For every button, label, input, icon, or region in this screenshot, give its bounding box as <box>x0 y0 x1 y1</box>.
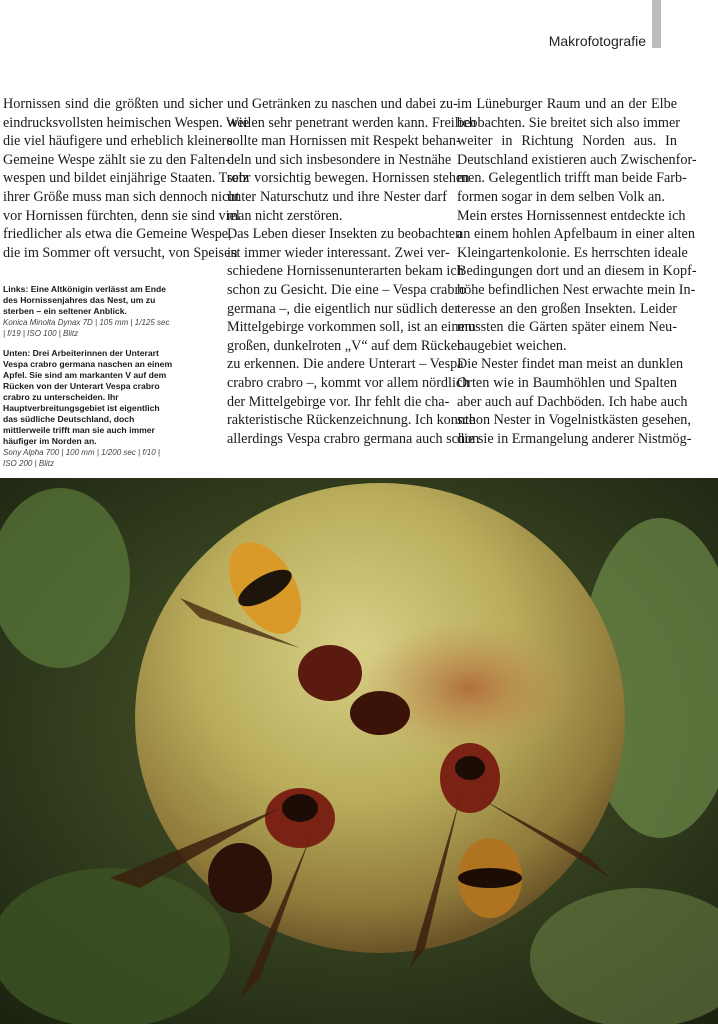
section-title: Makrofotografie <box>548 33 646 49</box>
body-text-line: man nicht zerstören. <box>227 207 343 224</box>
body-text-line: baugebiet weichen. <box>457 337 567 354</box>
photo-captions <box>3 284 173 478</box>
body-text-line: schon zu Gesicht. Die eine – Vespa crabro <box>227 281 467 298</box>
body-text-line: großen, dunkelroten „V“ auf dem Rücken <box>227 337 465 354</box>
body-text-line: Bedingungen dort und an diesem in Kopf- <box>457 263 697 280</box>
body-text-line: allerdings Vespa crabro germana auch schon <box>227 430 480 447</box>
body-text-line: der Mittelgebirge vor. Ihr fehlt die cha- <box>227 393 450 410</box>
body-text-line: friedlicher als etwa die Gemeine Wespe, <box>3 226 232 243</box>
apple-bite <box>360 618 580 758</box>
caption-text: Unten: Drei Arbeiterinnen der Unterart Vespa crabro germana naschen an einem Apfel. Sie sind am markanten V auf dem Rücken von der Unterart Vespa crabro crabro zu unterscheiden. Ihr Hauptverbreitungsgebiet ist eigentlich das südliche Deutschland, doch mittlerweile trifft man sie auch immer häufiger im Norden an. <box>3 348 173 446</box>
body-text-line: Mein erstes Hornissennest entdeckte ich <box>457 207 686 224</box>
body-text-line: die im Sommer oft versucht, von Speisen <box>3 244 238 261</box>
caption-camera-meta: Konica Minolta Dynax 7D | 105 mm | 1/125 sec | f/19 | ISO 100 | Blitz <box>3 318 170 338</box>
body-text-line: schiedene Hornissenunterarten bekam ich <box>227 263 464 280</box>
body-text-line: die sie in Ermangelung anderer Nistmög- <box>457 430 692 447</box>
body-text-line: Das Leben dieser Insekten zu beobachten <box>227 226 463 243</box>
header-accent-bar <box>652 0 661 48</box>
caption-left-photo <box>3 284 173 339</box>
body-text-line: Orten wie in Baumhöhlen und Spalten <box>457 374 677 391</box>
body-text-line: höhe befindlichen Nest erwachte mein In- <box>457 281 696 298</box>
body-text-line: beobachten. Sie breitet sich also immer <box>457 114 680 131</box>
body-text-line: mussten die Gärten später einem Neu- <box>457 319 677 336</box>
body-text-line: Hornissen sind die größten und sicher <box>3 96 223 112</box>
body-text-line: Kleingartenkolonie. Es herrschten ideale <box>457 244 688 261</box>
body-text-line: teresse an den großen Insekten. Leider <box>457 300 677 317</box>
caption-bottom-photo <box>3 348 173 469</box>
body-text-line: Gemeine Wespe zählt sie zu den Falten- <box>3 151 231 168</box>
body-text-line: die viel häufigere und erheblich kleinere <box>3 133 233 150</box>
body-text-line: an einem hohlen Apfelbaum in einer alten <box>457 226 695 243</box>
body-text-line: men. Gelegentlich trifft man beide Farb- <box>457 170 687 187</box>
body-text-line: wespen und bildet einjährige Staaten. Trotz <box>3 170 249 187</box>
body-text-line: aber auch auf Dachböden. Ich habe auch <box>457 393 688 410</box>
body-text-line: sollte man Hornissen mit Respekt behan- <box>227 133 461 150</box>
caption-camera-meta: Sony Alpha 700 | 100 mm | 1/200 sec | f/10 | ISO 200 | Blitz <box>3 448 160 468</box>
body-text-line: Mittelgebirge vorkommen soll, ist an einem <box>227 319 476 336</box>
text-column-2 <box>227 95 480 448</box>
body-text-line: germana –, die eigentlich nur südlich der <box>227 300 460 317</box>
body-text-line: ihrer Größe muss man sich dennoch nicht <box>3 188 240 205</box>
text-column-1 <box>3 95 249 262</box>
body-text-line: unter Naturschutz und ihre Nester darf <box>227 188 447 205</box>
hornets-on-apple-photo <box>0 478 718 1024</box>
body-text-line: rakteristische Rückenzeichnung. Ich konnte <box>227 412 476 429</box>
body-text-line: im Lüneburger Raum und an der Elbe <box>457 96 677 112</box>
text-column-3 <box>457 95 697 448</box>
body-text-line: formen sogar in dem selben Volk an. <box>457 188 665 205</box>
body-text-line: Deutschland existieren auch Zwischenfor- <box>457 151 697 168</box>
body-text-line: deln und sich insbesondere in Nestnähe <box>227 151 452 168</box>
caption-text: Links: Eine Altkönigin verlässt am Ende des Hornissenjahres das Nest, um zu sterben – ein seltener Anblick. <box>3 284 167 316</box>
body-text-line: sehr vorsichtig bewegen. Hornissen stehen <box>227 170 470 187</box>
body-text-line: crabro crabro –, kommt vor allem nördlich <box>227 374 470 391</box>
body-text-line: schon Nester in Vogelnistkästen gesehen, <box>457 412 691 429</box>
body-text-line: und Getränken zu naschen und dabei zu- <box>227 96 458 112</box>
body-text-line: eindrucksvollsten heimischen Wespen. Wie <box>3 114 249 131</box>
body-text-line: zu erkennen. Die andere Unterart – Vespa <box>227 356 464 373</box>
body-text-line: Die Nester findet man meist an dunklen <box>457 356 684 373</box>
body-text-line: vor Hornissen fürchten, denn sie sind viel <box>3 207 240 224</box>
body-text-line: ist immer wieder interessant. Zwei ver- <box>227 244 450 261</box>
body-text-line: weilen sehr penetrant werden kann. Freilich <box>227 114 476 131</box>
body-text-line: weiter in Richtung Norden aus. In <box>457 133 677 150</box>
